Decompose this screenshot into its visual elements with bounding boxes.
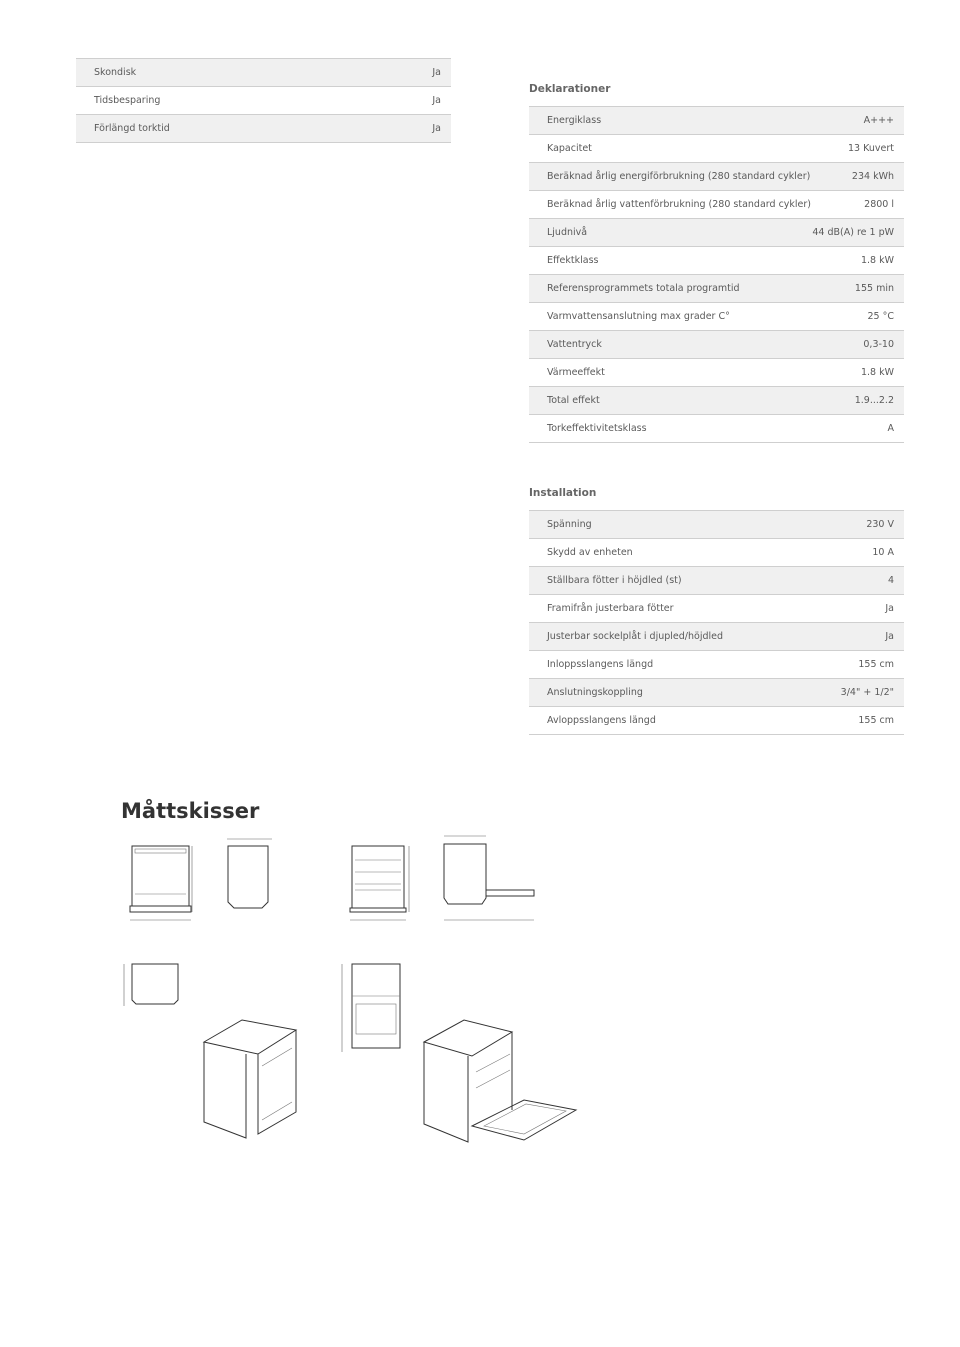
table-row xyxy=(529,707,904,735)
row-value: 1.9...2.2 xyxy=(854,395,894,406)
row-value: Ja xyxy=(885,603,894,614)
table-row xyxy=(76,59,451,87)
row-value: 13 Kuvert xyxy=(848,143,894,154)
table-row xyxy=(529,511,904,539)
row-label: Inloppsslangens längd xyxy=(547,659,654,670)
row-label: Anslutningskoppling xyxy=(547,687,643,698)
table-row xyxy=(529,387,904,415)
row-label: Tidsbesparing xyxy=(94,95,161,106)
row-value: 4 xyxy=(887,575,894,586)
row-value: Ja xyxy=(432,95,441,106)
dimension-sketches-heading: Måttskisser xyxy=(121,799,260,823)
row-value: 1.8 kW xyxy=(860,367,894,378)
row-value: 155 cm xyxy=(858,715,894,726)
table-row xyxy=(529,163,904,191)
row-value: 3/4" + 1/2" xyxy=(840,687,894,698)
row-label: Avloppsslangens längd xyxy=(547,715,656,726)
table-row xyxy=(529,107,904,135)
row-label: Justerbar sockelplåt i djupled/höjdled xyxy=(547,631,724,642)
features-table xyxy=(76,58,451,143)
row-label: Värmeeffekt xyxy=(547,367,605,378)
installation-title: Installation xyxy=(529,487,597,499)
row-label: Vattentryck xyxy=(547,339,602,350)
front-view-drawing xyxy=(122,836,202,928)
row-value: A xyxy=(887,423,894,434)
table-row xyxy=(529,275,904,303)
row-value: 155 min xyxy=(854,283,894,294)
row-value: 10 A xyxy=(872,547,894,558)
table-row xyxy=(76,115,451,143)
row-value: 2800 l xyxy=(864,199,894,210)
row-label: Varmvattensanslutning max grader C° xyxy=(547,311,730,322)
row-label: Kapacitet xyxy=(547,143,592,154)
side-view-drawing xyxy=(222,836,282,916)
row-value: 0,3-10 xyxy=(863,339,894,350)
table-row xyxy=(529,247,904,275)
isometric-open-drawing xyxy=(420,1016,580,1144)
declarations-title: Deklarationer xyxy=(529,83,611,95)
table-row xyxy=(529,331,904,359)
table-row xyxy=(529,595,904,623)
front-panel-view-drawing xyxy=(336,960,406,1058)
row-value: 1.8 kW xyxy=(860,255,894,266)
row-label: Skydd av enheten xyxy=(547,547,633,558)
row-value: 155 cm xyxy=(858,659,894,670)
row-label: Total effekt xyxy=(547,395,600,406)
table-row xyxy=(529,359,904,387)
row-value: Ja xyxy=(885,631,894,642)
row-value: 25 °C xyxy=(867,311,894,322)
row-label: Energiklass xyxy=(547,115,602,126)
row-label: Spänning xyxy=(547,519,592,530)
row-label: Referensprogrammets totala programtid xyxy=(547,283,740,294)
row-label: Ställbara fötter i höjdled (st) xyxy=(547,575,682,586)
table-row xyxy=(529,567,904,595)
row-label: Framifrån justerbara fötter xyxy=(547,603,674,614)
top-view-drawing xyxy=(120,960,186,1012)
table-row xyxy=(529,415,904,443)
row-value: Ja xyxy=(432,67,441,78)
row-value: A+++ xyxy=(863,115,894,126)
row-value: 234 kWh xyxy=(851,171,894,182)
row-value: 230 V xyxy=(866,519,894,530)
row-label: Torkeffektivitetsklass xyxy=(547,423,647,434)
row-label: Förlängd torktid xyxy=(94,123,170,134)
table-row xyxy=(529,135,904,163)
row-label: Beräknad årlig energiförbrukning (280 standard cykler) xyxy=(547,171,811,182)
row-label: Effektklass xyxy=(547,255,599,266)
front-open-view-drawing xyxy=(345,838,415,928)
row-label: Skondisk xyxy=(94,67,137,78)
installation-table xyxy=(529,510,904,735)
table-row xyxy=(529,651,904,679)
table-row xyxy=(529,191,904,219)
side-open-door-drawing xyxy=(436,832,540,928)
table-row xyxy=(529,303,904,331)
row-value: 44 dB(A) re 1 pW xyxy=(812,227,894,238)
table-row xyxy=(529,539,904,567)
row-value: Ja xyxy=(432,123,441,134)
isometric-closed-drawing xyxy=(198,1016,302,1142)
row-label: Ljudnivå xyxy=(547,227,588,238)
declarations-table xyxy=(529,106,904,443)
table-row xyxy=(529,219,904,247)
table-row xyxy=(529,679,904,707)
row-label: Beräknad årlig vattenförbrukning (280 standard cykler) xyxy=(547,199,812,210)
table-row xyxy=(76,87,451,115)
table-row xyxy=(529,623,904,651)
